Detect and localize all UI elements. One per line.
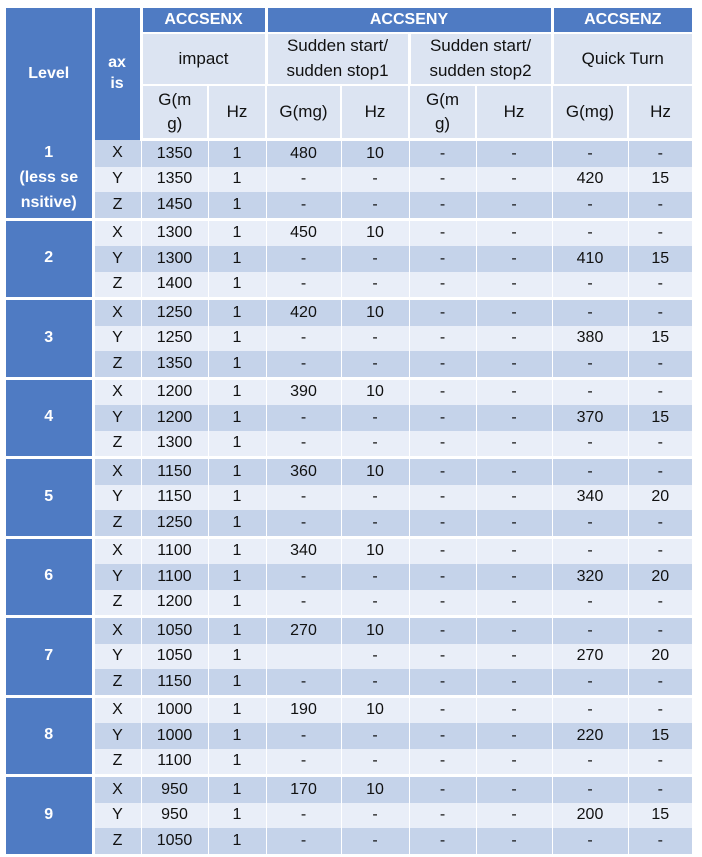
value-cell: - [341,405,409,431]
table-row [6,537,692,564]
value-cell: - [409,590,476,617]
value-cell: - [628,537,692,564]
value-cell: 480 [266,140,341,167]
value-cell: - [341,644,409,670]
value-cell: 950 [141,803,208,829]
table-row [6,696,692,723]
value-cell: - [476,351,552,378]
value-cell: - [409,299,476,326]
value-cell: - [476,219,552,246]
value-cell: 15 [628,326,692,352]
value-cell: - [266,749,341,776]
value-cell: 1 [208,272,266,299]
value-cell: - [341,326,409,352]
value-cell: 1450 [141,192,208,219]
table-row [6,458,692,485]
value-cell: 1 [208,537,266,564]
level-label: 4 [6,378,93,458]
value-cell: - [476,140,552,167]
value-cell: - [476,828,552,855]
value-cell: - [409,776,476,803]
value-cell: - [552,590,628,617]
value-cell: - [476,644,552,670]
axis-cell: Z [93,669,141,696]
group-header-accsenz: ACCSENZ [552,8,692,33]
value-cell: - [552,776,628,803]
table-row [6,828,692,855]
value-cell: 15 [628,405,692,431]
axis-cell: X [93,537,141,564]
value-cell: 1 [208,299,266,326]
value-cell: - [552,749,628,776]
value-cell: 390 [266,378,341,405]
table-row [6,617,692,644]
value-cell: 1 [208,696,266,723]
axis-cell: X [93,696,141,723]
axis-header: ax is [93,8,141,140]
value-cell: 1250 [141,299,208,326]
value-cell: 1350 [141,140,208,167]
table-row [6,326,692,352]
unit-header: Hz [208,85,266,140]
value-cell: 1 [208,326,266,352]
value-cell: - [409,246,476,272]
value-cell: 20 [628,485,692,511]
value-cell: 270 [266,617,341,644]
value-cell: - [409,351,476,378]
value-cell: 340 [266,537,341,564]
axis-cell: X [93,617,141,644]
axis-cell: Y [93,644,141,670]
table-row [6,485,692,511]
value-cell: 1150 [141,458,208,485]
value-cell: - [476,669,552,696]
value-cell [266,644,341,670]
unit-header: G(mg) [266,85,341,140]
sensitivity-table [6,8,692,857]
value-cell: - [409,485,476,511]
value-cell: - [628,669,692,696]
value-cell: - [628,378,692,405]
value-cell: 1 [208,669,266,696]
value-cell: - [476,458,552,485]
value-cell: - [476,537,552,564]
value-cell: - [552,617,628,644]
value-cell: 1100 [141,749,208,776]
axis-cell: Z [93,272,141,299]
sensitivity-table-container [6,8,692,857]
level-label: 5 [6,458,93,538]
unit-header: G(m g) [409,85,476,140]
axis-cell: Z [93,351,141,378]
value-cell: 1 [208,723,266,749]
value-cell: - [552,828,628,855]
value-cell: - [552,669,628,696]
value-cell: 1 [208,828,266,855]
value-cell: - [409,564,476,590]
table-row [6,431,692,458]
value-cell: 1200 [141,590,208,617]
value-cell: 1300 [141,246,208,272]
value-cell: - [476,272,552,299]
table-row [6,723,692,749]
axis-cell: Y [93,246,141,272]
value-cell: - [266,590,341,617]
table-body [6,140,692,856]
axis-cell: X [93,140,141,167]
value-cell: 1150 [141,669,208,696]
value-cell: - [266,669,341,696]
value-cell: - [266,564,341,590]
unit-header: G(mg) [552,85,628,140]
value-cell: - [266,723,341,749]
value-cell: - [552,351,628,378]
subheader-impact: impact [141,33,266,85]
value-cell: - [266,326,341,352]
value-cell: - [628,351,692,378]
unit-header: Hz [341,85,409,140]
level-label: 7 [6,617,93,697]
value-cell: 1 [208,458,266,485]
value-cell: 10 [341,537,409,564]
value-cell: 1 [208,510,266,537]
value-cell: - [476,617,552,644]
level-label: 8 [6,696,93,776]
value-cell: - [476,167,552,193]
value-cell: - [409,431,476,458]
value-cell: - [409,644,476,670]
value-cell: 10 [341,617,409,644]
value-cell: 20 [628,564,692,590]
axis-cell: Z [93,192,141,219]
value-cell: 1 [208,246,266,272]
value-cell: - [266,272,341,299]
value-cell: - [409,723,476,749]
value-cell: - [476,326,552,352]
unit-header: Hz [628,85,692,140]
value-cell: - [409,669,476,696]
value-cell: - [409,272,476,299]
value-cell: - [341,351,409,378]
table-row [6,167,692,193]
value-cell: - [552,510,628,537]
value-cell: 340 [552,485,628,511]
table-row [6,299,692,326]
value-cell: 1100 [141,564,208,590]
value-cell: - [409,803,476,829]
value-cell: 190 [266,696,341,723]
value-cell: 1200 [141,405,208,431]
value-cell: - [628,590,692,617]
value-cell: 320 [552,564,628,590]
value-cell: 420 [266,299,341,326]
value-cell: - [266,828,341,855]
value-cell: - [266,485,341,511]
value-cell: - [409,378,476,405]
level-label: 1 (less se nsitive) [6,140,93,220]
axis-cell: Y [93,564,141,590]
value-cell: - [409,167,476,193]
value-cell: - [341,564,409,590]
table-row [6,749,692,776]
table-row [6,378,692,405]
value-cell: - [476,803,552,829]
value-cell: 1 [208,617,266,644]
value-cell: 1 [208,351,266,378]
value-cell: - [266,510,341,537]
value-cell: - [409,617,476,644]
value-cell: - [476,378,552,405]
value-cell: 170 [266,776,341,803]
value-cell: - [552,378,628,405]
value-cell: 1150 [141,485,208,511]
value-cell: 15 [628,246,692,272]
value-cell: 1200 [141,378,208,405]
value-cell: 1350 [141,351,208,378]
value-cell: 10 [341,458,409,485]
value-cell: 15 [628,723,692,749]
axis-cell: Z [93,590,141,617]
axis-cell: Y [93,723,141,749]
unit-header: G(m g) [141,85,208,140]
axis-cell: Y [93,326,141,352]
value-cell: - [341,485,409,511]
level-label: 9 [6,776,93,856]
value-cell: 1 [208,644,266,670]
value-cell: - [409,749,476,776]
value-cell: - [266,246,341,272]
value-cell: - [266,192,341,219]
value-cell: 10 [341,776,409,803]
value-cell: - [341,272,409,299]
value-cell: - [476,510,552,537]
unit-header: Hz [476,85,552,140]
value-cell: - [476,590,552,617]
value-cell: 1 [208,192,266,219]
value-cell: 10 [341,299,409,326]
value-cell: 200 [552,803,628,829]
value-cell: - [628,299,692,326]
table-row [6,272,692,299]
value-cell: - [409,219,476,246]
value-cell: - [266,405,341,431]
value-cell: - [409,537,476,564]
value-cell: - [341,803,409,829]
value-cell: - [628,272,692,299]
value-cell: - [628,192,692,219]
value-cell: 1 [208,219,266,246]
table-row [6,140,692,167]
value-cell: - [628,749,692,776]
value-cell: 1 [208,564,266,590]
value-cell: - [409,405,476,431]
value-cell: - [476,776,552,803]
value-cell: - [476,564,552,590]
value-cell: - [476,192,552,219]
value-cell: - [476,723,552,749]
axis-cell: X [93,458,141,485]
subheader-sudden-stop2: Sudden start/ sudden stop2 [409,33,552,85]
value-cell: - [552,299,628,326]
value-cell: 1400 [141,272,208,299]
value-cell: 1250 [141,326,208,352]
value-cell: - [552,431,628,458]
value-cell: - [552,219,628,246]
value-cell: - [628,617,692,644]
table-row [6,644,692,670]
value-cell: 420 [552,167,628,193]
value-cell: 10 [341,696,409,723]
value-cell: 1050 [141,828,208,855]
value-cell: - [628,510,692,537]
value-cell: 450 [266,219,341,246]
value-cell: - [341,510,409,537]
value-cell: 20 [628,644,692,670]
value-cell: - [552,458,628,485]
value-cell: 1 [208,590,266,617]
value-cell: 1350 [141,167,208,193]
value-cell: - [628,431,692,458]
table-row [6,219,692,246]
value-cell: - [409,192,476,219]
value-cell: 1000 [141,696,208,723]
axis-cell: Y [93,485,141,511]
value-cell: - [552,272,628,299]
axis-cell: X [93,378,141,405]
value-cell: - [409,458,476,485]
level-label: 6 [6,537,93,617]
value-cell: 270 [552,644,628,670]
axis-cell: X [93,299,141,326]
table-row [6,192,692,219]
value-cell: 380 [552,326,628,352]
value-cell: - [266,803,341,829]
table-row [6,246,692,272]
value-cell: 1 [208,167,266,193]
value-cell: 10 [341,219,409,246]
value-cell: - [266,431,341,458]
table-row [6,669,692,696]
axis-cell: Z [93,828,141,855]
value-cell: 1 [208,776,266,803]
value-cell: - [409,326,476,352]
table-row [6,590,692,617]
table-row [6,405,692,431]
subheader-sudden-stop1: Sudden start/ sudden stop1 [266,33,409,85]
value-cell: 1 [208,803,266,829]
value-cell: - [476,485,552,511]
value-cell: - [628,219,692,246]
table-row [6,776,692,803]
value-cell: 1050 [141,644,208,670]
value-cell: 1 [208,140,266,167]
value-cell: 1000 [141,723,208,749]
value-cell: - [409,696,476,723]
value-cell: - [266,167,341,193]
value-cell: - [341,192,409,219]
value-cell: - [409,140,476,167]
value-cell: - [341,590,409,617]
group-header-accsenx: ACCSENX [141,8,266,33]
value-cell: 15 [628,803,692,829]
value-cell: 1250 [141,510,208,537]
axis-cell: Y [93,405,141,431]
value-cell: - [266,351,341,378]
value-cell: - [476,696,552,723]
value-cell: 1050 [141,617,208,644]
value-cell: 410 [552,246,628,272]
value-cell: 1 [208,749,266,776]
value-cell: 1 [208,378,266,405]
axis-cell: Z [93,431,141,458]
level-header: Level [6,8,93,140]
value-cell: - [341,167,409,193]
axis-cell: Y [93,803,141,829]
group-header-accseny: ACCSENY [266,8,552,33]
value-cell: - [409,828,476,855]
table-row [6,803,692,829]
value-cell: - [476,299,552,326]
axis-cell: X [93,219,141,246]
axis-cell: X [93,776,141,803]
value-cell: - [341,723,409,749]
value-cell: 950 [141,776,208,803]
axis-cell: Y [93,167,141,193]
value-cell: - [552,696,628,723]
value-cell: 1300 [141,431,208,458]
value-cell: 1 [208,485,266,511]
subheader-quick-turn: Quick Turn [552,33,692,85]
value-cell: - [628,458,692,485]
value-cell: - [552,537,628,564]
table-row [6,510,692,537]
value-cell: - [476,431,552,458]
axis-cell: Z [93,749,141,776]
value-cell: 10 [341,140,409,167]
value-cell: 370 [552,405,628,431]
value-cell: - [476,246,552,272]
value-cell: - [341,828,409,855]
axis-cell: Z [93,510,141,537]
value-cell: - [552,192,628,219]
value-cell: 1 [208,431,266,458]
value-cell: 360 [266,458,341,485]
value-cell: 220 [552,723,628,749]
value-cell: 1 [208,405,266,431]
level-label: 2 [6,219,93,299]
value-cell: - [552,140,628,167]
value-cell: - [628,140,692,167]
value-cell: - [341,669,409,696]
level-label: 3 [6,299,93,379]
value-cell: 1100 [141,537,208,564]
value-cell: - [628,776,692,803]
value-cell: 10 [341,378,409,405]
table-row [6,351,692,378]
value-cell: - [341,246,409,272]
value-cell: - [476,405,552,431]
value-cell: 15 [628,167,692,193]
value-cell: - [628,828,692,855]
table-row [6,564,692,590]
value-cell: - [628,696,692,723]
value-cell: - [476,749,552,776]
value-cell: 1300 [141,219,208,246]
value-cell: - [409,510,476,537]
value-cell: - [341,431,409,458]
value-cell: - [341,749,409,776]
